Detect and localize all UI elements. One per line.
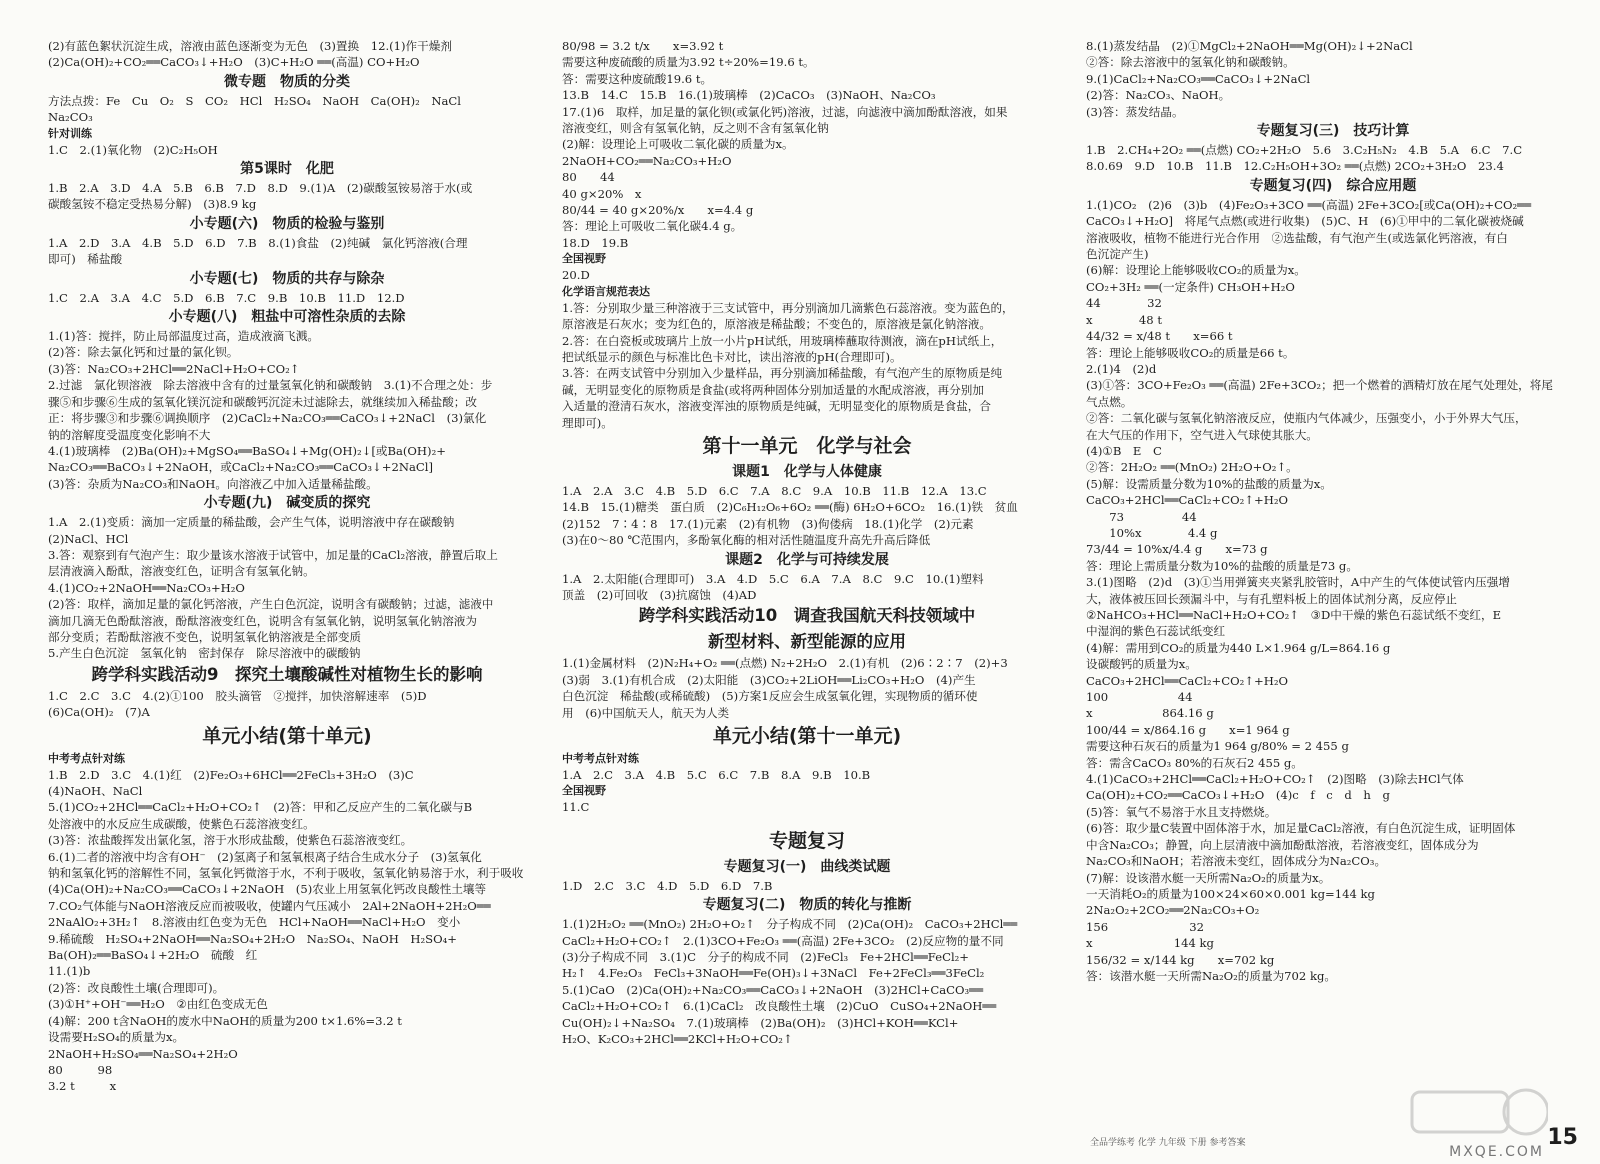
- answer-line: 大，液体被压回长颈漏斗中，与有孔塑料板上的固体试剂分离，反应停止: [1086, 591, 1458, 606]
- answer-line: Cu(OH)₂↓+Na₂SO₄ 7.(1)玻璃棒 (2)Ba(OH)₂ (3)HCl+KOH══KCl+: [562, 1015, 959, 1030]
- page-number: 15: [1547, 1125, 1578, 1150]
- answer-column-left: [48, 38, 526, 1095]
- answer-line: x 48 t: [1086, 312, 1163, 327]
- answer-line: 2.答：在白瓷板或玻璃片上放一小片pH试纸，用玻璃棒蘸取待测液，滴在pH试纸上，: [562, 333, 1003, 348]
- answer-line: 4.(1)CaCO₃+2HCl══CaCl₂+H₂O+CO₂↑ (2)图略 (3)除去HCl气体: [1086, 772, 1464, 787]
- answer-line: H₂↑ 4.Fe₂O₃ FeCl₃+3NaOH══Fe(OH)₃↓+3NaCl Fe+2FeCl₃══3FeCl₂: [562, 966, 985, 981]
- answer-line: 原溶液是石灰水；变为红色的，原溶液是稀盐酸；不变色的，原溶液是氯化钠溶液。: [562, 317, 991, 332]
- answer-line: 11.C: [562, 800, 590, 815]
- answer-line: (2)答：改良酸性土壤(合理即可)。: [48, 980, 225, 995]
- answer-line: (3)答：Na₂CO₃+2HCl══2NaCl+H₂O+CO₂↑: [48, 361, 300, 376]
- answer-line: 1.A 2.C 3.A 4.B 5.C 6.C 7.B 8.A 9.B 10.B: [562, 768, 871, 782]
- answer-line: 需要这种石灰石的质量为1 964 g/80% = 2 455 g: [1086, 739, 1349, 754]
- answer-line: Na₂CO₃: [48, 110, 93, 125]
- answer-line: 即可) 稀盐酸: [48, 252, 123, 267]
- answer-line: (5)答：氧气不易溶于水且支持燃烧。: [1086, 804, 1277, 819]
- sub-label: 化学语言规范表达: [562, 284, 650, 298]
- answer-line: Na₂CO₃和NaOH；若溶液未变红，固体成分为Na₂CO₃。: [1086, 854, 1387, 869]
- unit-heading: 单元小结(第十单元): [202, 724, 372, 747]
- section-heading: 小专题(九) 碱变质的探究: [203, 495, 371, 512]
- answer-line: 14.B 15.(1)糖类 蛋白质 (2)C₆H₁₂O₆+6O₂ ══(酶) 6H₂O+6CO₂ 16.(1)铁 贫血: [562, 500, 1018, 515]
- answer-line: 1.B 2.CH₄+2O₂ ══(点燃) CO₂+2H₂O 5.6 3.C₂H₅N₂ 4.B 5.A 6.C 7.C: [1086, 143, 1523, 158]
- answer-line: 13.B 14.C 15.B 16.(1)玻璃棒 (2)CaCO₃ (3)NaOH、Na₂CO₃: [562, 88, 936, 103]
- answer-line: 2.过滤 氯化钡溶液 除去溶液中含有的过量氢氧化钠和碳酸钠 3.(1)不合理之处：步: [48, 378, 493, 393]
- answer-line: ②答：2H₂O₂ ══(MnO₂) 2H₂O+O₂↑。: [1086, 460, 1298, 475]
- answer-line: (3)分子构成不同 3.(1)C 分子的构成不同 (2)FeCl₃ Fe+2HCl══FeCl₂+: [562, 950, 970, 965]
- answer-line: 1.(1)金属材料 (2)N₂H₄+O₂ ══(点燃) N₂+2H₂O 2.(1)有机 (2)6∶2∶7 (2)+3: [562, 656, 1008, 671]
- answer-line: 1.C 2.C 3.C 4.(2)①100 胶头滴管 ②搅拌，加快溶解速率 (5)D: [48, 688, 427, 703]
- section-heading: 小专题(六) 物质的检验与鉴别: [189, 215, 385, 232]
- answer-line: CaCO₃+2HCl══CaCl₂+CO₂↑+H₂O: [1086, 673, 1288, 688]
- answer-line: 3.(1)图略 (2)d (3)①当用弹簧夹夹紧乳胶管时，A中产生的气体使试管内压强增: [1086, 575, 1510, 590]
- activity-heading: 跨学科实践活动9 探究土壤酸碱性对植物生长的影响: [91, 664, 483, 684]
- answer-line: 100 44: [1086, 690, 1193, 705]
- answer-line: 5.产生白色沉淀 氢氧化钠 密封保存 除尽溶液中的碳酸钠: [48, 646, 361, 661]
- answer-line: 1.A 2.(1)变质：滴加一定质量的稀盐酸，会产生气体，说明溶液中存在碳酸钠: [48, 515, 455, 530]
- answer-line: 答：理论上需质量分数为10%的盐酸的质量是73 g。: [1086, 558, 1358, 573]
- answer-line: 80 98: [48, 1062, 113, 1077]
- answer-line: 中含Na₂CO₃；静置，向上层清液中滴加酚酞溶液，若溶液变红，固体成分为: [1086, 837, 1479, 852]
- answer-line: 1.C 2.(1)氧化物 (2)C₂H₅OH: [48, 142, 218, 157]
- answer-line: 1.答：分别取少量三种溶液于三支试管中，再分别滴加几滴紫色石蕊溶液。变为蓝色的，: [562, 300, 1014, 315]
- answer-line: Ba(OH)₂══BaSO₄↓+2H₂O 硫酸 红: [48, 948, 258, 963]
- answer-line: (2)有蓝色絮状沉淀生成，溶液由蓝色逐渐变为无色 (3)置换 12.(1)作干燥剂: [48, 39, 452, 53]
- answer-line: 80/98 = 3.2 t/x x=3.92 t: [562, 39, 724, 53]
- answer-line: ②答：二氧化碳与氢氧化钠溶液反应，使瓶内气体减少，压强变小，小于外界大气压，: [1086, 411, 1527, 426]
- section-heading: 专题复习(四) 综合应用题: [1249, 177, 1417, 194]
- unit-heading: 第十一单元 化学与社会: [702, 434, 912, 457]
- answer-line: Ca(OH)₂+CO₂══CaCO₃↓+H₂O (4)c f c d h g: [1086, 788, 1390, 803]
- page-footer: 全品学练考 化学 九年级 下册 参考答案: [1090, 1138, 1246, 1148]
- answer-line: (2)答：取样，滴加足量的氯化钙溶液，产生白色沉淀，说明含有碳酸钠；过滤，滤液中: [48, 597, 494, 612]
- answer-line: 1.(1)答：搅拌，防止局部温度过高，造成液滴飞溅。: [48, 329, 319, 344]
- answer-line: ②答：除去溶液中的氢氧化钠和碳酸钠。: [1086, 55, 1295, 70]
- answer-line: 答：需含CaCO₃ 80%的石灰石2 455 g。: [1086, 755, 1303, 770]
- section-heading: 小专题(七) 物质的共存与除杂: [189, 270, 385, 287]
- answer-line: x 864.16 g: [1086, 706, 1214, 721]
- section-heading: 专题复习(一) 曲线类试题: [723, 858, 891, 875]
- section-heading: 专题复习(三) 技巧计算: [1256, 123, 1410, 140]
- sub-label: 全国视野: [562, 784, 606, 798]
- answer-line: 6.(1)二者的溶液中均含有OH⁻ (2)氢离子和氢氧根离子结合生成水分子 (3)氢氧化: [48, 849, 482, 864]
- answer-line: 20.D: [562, 268, 590, 283]
- answer-line: CaCl₂+H₂O+CO₂↑ 2.(1)3CO+Fe₂O₃ ══(高温) 2Fe+3CO₂ (2)反应物的量不同: [562, 933, 1004, 948]
- answer-line: 色沉淀产生): [1086, 247, 1149, 262]
- answer-line: (3)在0～80 ℃范围内，多酚氧化酶的相对活性随温度升高先升高后降低: [562, 533, 931, 548]
- answer-line: 5.(1)CaO (2)Ca(OH)₂+Na₂CO₃══CaCO₃↓+2NaOH (3)2HCl+CaCO₃══: [562, 982, 984, 997]
- answer-line: 4.(1)玻璃棒 (2)Ba(OH)₂+MgSO₄══BaSO₄↓+Mg(OH)₂↓[或Ba(OH)₂+: [48, 443, 446, 458]
- answer-line: 需要这种废硫酸的质量为3.92 t÷20%=19.6 t。: [562, 55, 815, 70]
- answer-line: 骤⑤和步骤⑥生成的氢氧化镁沉淀和碳酸钙沉淀未过滤除去，就继续加入稀盐酸；改: [48, 394, 477, 409]
- answer-line: 把试纸显示的颜色与标准比色卡对比，读出溶液的pH(合理即可)。: [562, 349, 902, 364]
- activity-heading: 跨学科实践活动10 调查我国航天科技领域中: [638, 606, 976, 626]
- answer-line: (3)①答：3CO+Fe₂O₃ ══(高温) 2Fe+3CO₂；把一个燃着的酒精灯放在尾气处理处，将尾: [1086, 378, 1553, 393]
- answer-line: 用 (6)中国航天人，航天为人类: [562, 705, 730, 720]
- answer-line: (3)答：浓盐酸挥发出氯化氢，溶于水形成盐酸，使紫色石蕊溶液变红。: [48, 833, 413, 848]
- answer-line: 10%x 4.4 g: [1086, 525, 1218, 540]
- answer-line: (3)弱 3.(1)有机合成 (2)太阳能 (3)CO₂+2LiOH══Li₂CO₃+H₂O (4)产生: [562, 672, 976, 687]
- answer-line: (2)解：设理论上可吸收二氧化碳的质量为x。: [562, 137, 794, 152]
- answer-line: 1.D 2.C 3.C 4.D 5.D 6.D 7.B: [562, 878, 773, 893]
- section-heading: 第5课时 化肥: [240, 161, 334, 178]
- answer-line: 理即可)。: [562, 415, 613, 430]
- answer-column-right: [1086, 38, 1580, 984]
- unit-heading: 专题复习: [768, 829, 845, 852]
- answer-line: 2.(1)4 (2)d: [1086, 361, 1157, 376]
- answer-line: H₂O、K₂CO₃+2HCl══2KCl+H₂O+CO₂↑: [562, 1032, 793, 1047]
- answer-line: 80 44: [562, 170, 615, 185]
- answer-line: 11.(1)b: [48, 964, 91, 979]
- answer-line: 在大气压的作用下，空气进入气球使其胀大。: [1086, 427, 1318, 442]
- answer-line: CaCl₂+H₂O+CO₂↑ 6.(1)CaCl₂ 改良酸性土壤 (2)CuO CuSO₄+2NaOH══: [562, 999, 997, 1014]
- answer-line: 1.C 2.A 3.A 4.C 5.D 6.B 7.C 9.B 10.B 11.D 12.D: [48, 290, 405, 305]
- answer-line: 1.B 2.A 3.D 4.A 5.B 6.B 7.D 8.D 9.(1)A (2)碳酸氢铵易溶于水(或: [48, 181, 473, 196]
- answer-line: 40 g×20% x: [562, 186, 642, 201]
- answer-line: 73 44: [1086, 509, 1197, 524]
- answer-line: 73/44 = 10%x/4.4 g x=73 g: [1086, 542, 1268, 557]
- answer-line: 9.(1)CaCl₂+Na₂CO₃══CaCO₃↓+2NaCl: [1086, 71, 1311, 86]
- answer-line: (4)NaOH、NaCl: [48, 784, 143, 798]
- answer-line: CaCO₃+2HCl══CaCl₂+CO₂↑+H₂O: [1086, 493, 1288, 508]
- answer-line: 156 32: [1086, 919, 1205, 934]
- answer-line: 4.(1)CO₂+2NaOH══Na₂CO₃+H₂O: [48, 580, 245, 595]
- answer-line: [562, 816, 1052, 826]
- answer-line: 2NaOH+H₂SO₄══Na₂SO₄+2H₂O: [48, 1046, 238, 1061]
- watermark-text: MXQE.COM: [1449, 1144, 1544, 1160]
- answer-line: 3.答：在两支试管中分别加入少量样品，再分别滴加稀盐酸，有气泡产生的原物质是纯: [562, 366, 1003, 381]
- answer-line: 处溶液中的水反应生成碳酸，使紫色石蕊溶液变红。: [48, 816, 315, 831]
- answer-line: 100/44 = x/864.16 g x=1 964 g: [1086, 722, 1290, 737]
- answer-line: (6)答：取少量C装置中固体溶于水，加足量CaCl₂溶液，有白色沉淀生成，证明固体: [1086, 821, 1516, 836]
- answer-line: (2)答：除去氯化钙和过量的氯化钡。: [48, 345, 239, 360]
- answer-line: 白色沉淀 稀盐酸(或稀硫酸) (5)方案1反应会生成氢氧化锂，实现物质的循环使: [562, 689, 978, 704]
- answer-line: 碳酸氢铵不稳定受热易分解) (3)8.9 kg: [48, 197, 257, 212]
- unit-heading: 单元小结(第十一单元): [712, 725, 902, 747]
- answer-line: 9.稀硫酸 H₂SO₄+2NaOH══Na₂SO₄+2H₂O Na₂SO₄、NaOH H₂SO₄+: [48, 931, 457, 946]
- answer-line: 3.答：观察到有气泡产生：取少量该水溶液于试管中，加足量的CaCl₂溶液，静置后取上: [48, 547, 498, 562]
- answer-line: 答：理论上可吸收二氧化碳4.4 g。: [562, 219, 743, 234]
- answer-line: 17.(1)6 取样，加足量的氯化钡(或氯化钙)溶液，过滤，向滤液中滴加酚酞溶液，如果: [562, 104, 1008, 119]
- answer-line: 44/32 = x/48 t x=66 t: [1086, 329, 1233, 344]
- answer-line: (3)答：蒸发结晶。: [1086, 104, 1184, 119]
- answer-line: 滴加几滴无色酚酞溶液，酚酞溶液变红色，说明含有氢氧化钠，说明氢氧化钠溶液为: [48, 613, 477, 628]
- answer-line: 溶液变红，则含有氢氧化钠，反之则不含有氢氧化钠: [562, 121, 829, 136]
- answer-line: 答：理论上能够吸收CO₂的质量是66 t。: [1086, 345, 1295, 360]
- answer-line: 1.(1)2H₂O₂ ══(MnO₂) 2H₂O+O₂↑ 分子构成不同 (2)Ca(OH)₂ CaCO₃+2HCl══: [562, 917, 1018, 932]
- answer-line: (7)解：设该潜水艇一天所需Na₂O₂的质量为x。: [1086, 870, 1331, 885]
- answer-line: (2)答：Na₂CO₃、NaOH。: [1086, 88, 1231, 103]
- answer-line: 5.(1)CO₂+2HCl══CaCl₂+H₂O+CO₂↑ (2)答：甲和乙反应产生的二氧化碳与B: [48, 800, 473, 815]
- answer-line: 2NaOH+CO₂══Na₂CO₃+H₂O: [562, 153, 732, 168]
- answer-line: 设需要H₂SO₄的质量为x。: [48, 1030, 185, 1045]
- answer-line: 18.D 19.B: [562, 235, 629, 250]
- answer-line: 溶液吸收，植物不能进行光合作用 ②选盐酸，有气泡产生(或选氯化钙溶液，有白: [1086, 230, 1508, 245]
- answer-line: 中湿润的紫色石蕊试纸变红: [1086, 624, 1226, 639]
- answer-line: 2Na₂O₂+2CO₂══2Na₂CO₃+O₂: [1086, 903, 1260, 918]
- sub-label: 针对训练: [48, 126, 92, 140]
- answer-line: 碱，无明显变化的原物质是食盐(或将两种固体分别加适量的水配成溶液，再分别加: [562, 382, 984, 397]
- answer-line: 答：该潜水艇一天所需Na₂O₂的质量为702 kg。: [1086, 968, 1337, 983]
- section-heading: 微专题 物质的分类: [224, 73, 350, 90]
- answer-line: 1.A 2.A 3.C 4.B 5.D 6.C 7.A 8.C 9.A 10.B 11.B 12.A 13.C: [562, 483, 987, 498]
- answer-line: 8.(1)蒸发结晶 (2)①MgCl₂+2NaOH══Mg(OH)₂↓+2NaCl: [1086, 39, 1413, 53]
- answer-line: ②NaHCO₃+HCl══NaCl+H₂O+CO₂↑ ③D中干燥的紫色石蕊试纸不变红，E: [1086, 608, 1502, 622]
- answer-line: 钠和氢氧化钙的溶解性不同，氢氧化钙微溶于水，不利于吸收，氢氧化钠易溶于水，利于吸收: [48, 866, 524, 881]
- answer-line: 层清液滴入酚酞，溶液变红色，证明含有氢氧化钠。: [48, 564, 315, 579]
- section-heading: 课题2 化学与可持续发展: [725, 551, 889, 568]
- answer-line: 7.CO₂气体能与NaOH溶液反应而被吸收，使罐内气压减小 2Al+2NaOH+2H₂O══: [48, 898, 491, 913]
- watermark-logo: [1408, 1082, 1548, 1142]
- answer-line: 80/44 = 40 g×20%/x x=4.4 g: [562, 203, 754, 218]
- answer-line: 方法点拨：Fe Cu O₂ S CO₂ HCl H₂SO₄ NaOH Ca(OH)₂ NaCl: [48, 93, 461, 108]
- answer-line: 正：将步骤③和步骤⑥调换顺序 (2)CaCl₂+Na₂CO₃══CaCO₃↓+2NaCl (3)氯化: [48, 411, 487, 426]
- answer-line: CaCO₃↓+H₂O] 将尾气点燃(或进行收集) (5)C、H (6)①甲中的二氧化碳被烧碱: [1086, 214, 1524, 229]
- answer-line: (5)解：设需质量分数为10%的盐酸的质量为x。: [1086, 476, 1332, 491]
- answer-line: 部分变质；若酚酞溶液不变色，说明氢氧化钠溶液是全部变质: [48, 629, 362, 644]
- section-heading: 专题复习(二) 物质的转化与推断: [702, 897, 912, 914]
- section-heading: 小专题(八) 粗盐中可溶性杂质的去除: [168, 309, 406, 326]
- answer-line: (6)Ca(OH)₂ (7)A: [48, 705, 150, 720]
- answer-line: 44 32: [1086, 296, 1162, 311]
- answer-line: Na₂CO₃══BaCO₃↓+2NaOH，或CaCl₂+Na₂CO₃══CaCO₃↓+2NaCl]: [48, 460, 433, 475]
- answer-line: 1.A 2.D 3.A 4.B 5.D 6.D 7.B 8.(1)食盐 (2)纯碱 氯化钙溶液(合理: [48, 235, 468, 250]
- sub-label: 中考考点针对练: [562, 752, 639, 765]
- answer-line: CO₂+3H₂ ══(一定条件) CH₃OH+H₂O: [1086, 279, 1295, 294]
- section-heading: 课题1 化学与人体健康: [732, 463, 882, 480]
- answer-line: (2)NaCl、HCl: [48, 531, 129, 546]
- answer-line: 答：需要这种废硫酸19.6 t。: [562, 71, 713, 86]
- activity-heading: 新型材料、新型能源的应用: [708, 632, 906, 652]
- answer-line: 1.B 2.D 3.C 4.(1)红 (2)Fe₂O₃+6HCl══2FeCl₃+3H₂O (3)C: [48, 767, 414, 782]
- sub-label: 全国视野: [562, 252, 606, 266]
- answer-line: 8.0.69 9.D 10.B 11.B 12.C₂H₅OH+3O₂ ══(点燃) 2CO₂+3H₂O 23.4: [1086, 159, 1504, 174]
- answer-line: (4)Ca(OH)₂+Na₂CO₃══CaCO₃↓+2NaOH (5)农业上用氢氧化钙改良酸性土壤等: [48, 882, 487, 897]
- answer-line: 2NaAlO₂+3H₂↑ 8.溶液由红色变为无色 HCl+NaOH══NaCl+H₂O 变小: [48, 915, 461, 930]
- answer-line: 设碳酸钙的质量为x。: [1086, 657, 1197, 672]
- answer-line: (3)①H⁺+OH⁻══H₂O ②由红色变成无色: [48, 997, 268, 1012]
- answer-column-middle: [562, 38, 1052, 1047]
- answer-line: (4)①B E C: [1086, 443, 1162, 458]
- sub-label: 中考考点针对练: [48, 751, 125, 765]
- answer-line: x 144 kg: [1086, 936, 1214, 951]
- answer-line: 入适量的澄清石灰水，溶液变浑浊的原物质是纯碱，无明显变化的原物质是食盐，合: [562, 399, 991, 414]
- answer-line: (4)解：200 t含NaOH的废水中NaOH的质量为200 t×1.6%=3.2 t: [48, 1013, 402, 1028]
- answer-line: 1.A 2.太阳能(合理即可) 3.A 4.D 5.C 6.A 7.A 8.C 9.C 10.(1)塑料: [562, 571, 984, 586]
- answer-line: 一天消耗O₂的质量为100×24×60×0.001 kg=144 kg: [1086, 886, 1375, 901]
- answer-line: 156/32 = x/144 kg x=702 kg: [1086, 952, 1275, 967]
- answer-line: (6)解：设理论上能够吸收CO₂的质量为x。: [1086, 263, 1306, 278]
- answer-line: 气点燃。: [1086, 394, 1133, 409]
- answer-line: (4)解：需用到CO₂的质量为440 L×1.964 g/L=864.16 g: [1086, 640, 1391, 655]
- answer-line: (2)152 7∶4∶8 17.(1)元素 (2)有机物 (3)佝偻病 18.(1)化学 (2)元素: [562, 516, 974, 531]
- answer-line: 3.2 t x: [48, 1079, 117, 1094]
- answer-line: 1.(1)CO₂ (2)6 (3)b (4)Fe₂O₃+3CO ══(高温) 2Fe+3CO₂[或Ca(OH)₂+CO₂══: [1086, 197, 1532, 212]
- answer-line: 顶盖 (2)可回收 (3)抗腐蚀 (4)AD: [562, 587, 757, 602]
- answer-line: (2)Ca(OH)₂+CO₂══CaCO₃↓+H₂O (3)C+H₂O ══(高温) CO+H₂O: [48, 55, 420, 70]
- answer-line: 钠的溶解度受温度变化影响不大: [48, 427, 211, 442]
- answer-line: (3)答：杂质为Na₂CO₃和NaOH。向溶液乙中加入适量稀盐酸。: [48, 476, 378, 491]
